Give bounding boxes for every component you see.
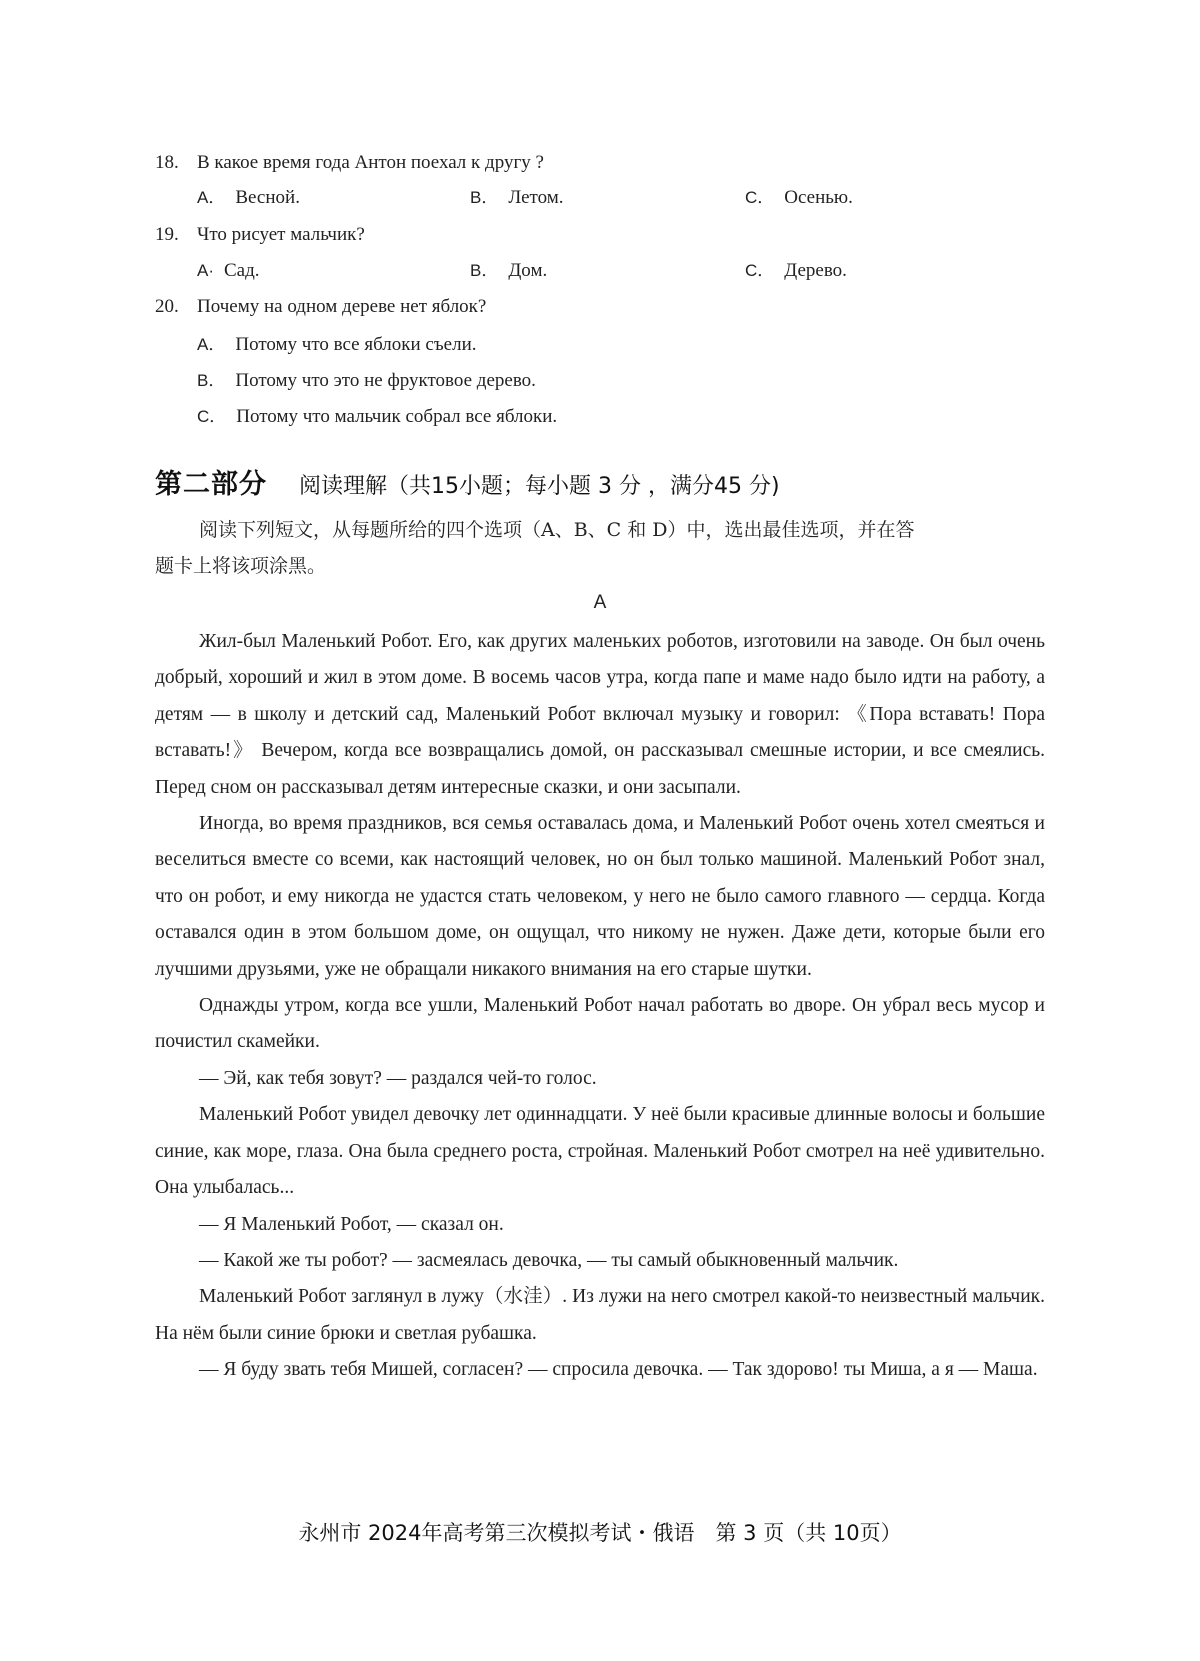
passage-paragraph: Жил-был Маленький Робот. Его, как других маленьких роботов, изготовили на заводе. Он был очень добрый, хороший и жил в этом доме. В восемь часов утра, когда папе и маме надо было идти на работу, а детям — в школу и детский сад, Маленький Робот включал музыку и говорил: 《Пора вставать! Пора вставать!》 Вечером, когда все возвращались домой, он рассказывал смешные истории, и все смеялись. Перед сном он рассказывал детям интересные сказки, и они засыпали. bbox=[155, 631, 1045, 798]
question-text: Что рисует мальчик? bbox=[197, 224, 365, 245]
option-text: Летом. bbox=[508, 187, 564, 208]
passage-paragraph: — Я буду звать тебя Мишей, согласен? — спросила девочка. — Так здорово! ты Миша, а я — Маша. bbox=[199, 1359, 1038, 1381]
instruction-line-2: 题卡上将该项涂黑。 bbox=[155, 555, 327, 577]
question-18 bbox=[155, 150, 544, 176]
question-number: 18. bbox=[155, 152, 179, 173]
option-c bbox=[745, 258, 847, 284]
option-text: Осенью. bbox=[784, 187, 853, 208]
passage-paragraph: Иногда, во время праздников, вся семья оставалась дома, и Маленький Робот очень хотел смеяться и веселиться вместе со всеми, как настоящий человек, но он был только машиной. Маленький Робот знал, что он робот, и ему никогда не удастся стать человеком, у него не было самого главного — сердца. Когда оставался один в этом большом доме, он ощущал, что никому не нужен. Даже дети, которые были его лучшими друзьями, уже не обращали никакого внимания на его старые шутки. bbox=[155, 813, 1045, 980]
option-text: Сад. bbox=[224, 260, 260, 281]
passage-paragraph: — Эй, как тебя зовут? — раздался чей-то голос. bbox=[199, 1067, 597, 1089]
option-c bbox=[745, 185, 853, 211]
section-description: 阅读理解（共15小题；每小题 3 分 ，满分45 分) bbox=[299, 474, 780, 499]
passage-paragraph: Маленький Робот заглянул в лужу（水洼）. Из лужи на него смотрел какой-то неизвестный мальчик. На нём были синие брюки и светлая рубашка. bbox=[155, 1286, 1045, 1344]
passage-body bbox=[155, 624, 1045, 1389]
option-letter: A． bbox=[197, 335, 226, 354]
option-a bbox=[197, 185, 300, 211]
question-text: Почему на одном дереве нет яблок? bbox=[197, 296, 487, 317]
question-19 bbox=[155, 222, 365, 248]
option-letter: B． bbox=[470, 188, 499, 207]
section-part: 第二部分 bbox=[155, 469, 267, 500]
option-letter: A· bbox=[197, 261, 214, 280]
option-letter: C． bbox=[745, 261, 775, 280]
option-text: Весной. bbox=[235, 187, 300, 208]
option-text: Потому что все яблоки съели. bbox=[235, 334, 477, 355]
option-letter: B． bbox=[197, 371, 226, 390]
option-b bbox=[197, 368, 536, 394]
page-footer: 永州市 2024年高考第三次模拟考试・俄语 第 3 页（共 10页） bbox=[298, 1521, 902, 1545]
question-text: В какое время года Антон поехал к другу ? bbox=[197, 152, 544, 173]
question-number: 20. bbox=[155, 296, 179, 317]
option-text: Потому что это не фруктовое дерево. bbox=[235, 370, 536, 391]
option-letter: C． bbox=[745, 188, 775, 207]
option-text: Дом. bbox=[508, 260, 548, 281]
passage-paragraph: — Я Маленький Робот, — сказал он. bbox=[199, 1213, 504, 1235]
passage-paragraph: — Какой же ты робот? — засмеялась девочка, — ты самый обыкновенный мальчик. bbox=[199, 1249, 899, 1271]
instructions bbox=[155, 512, 1045, 584]
option-a bbox=[197, 258, 260, 284]
question-number: 19. bbox=[155, 224, 179, 245]
passage-paragraph: Однажды утром, когда все ушли, Маленький Робот начал работать во дворе. Он убрал весь мусор и почистил скамейки. bbox=[155, 995, 1045, 1053]
option-letter: B． bbox=[470, 261, 499, 280]
option-text: Потому что мальчик собрал все яблоки. bbox=[236, 406, 558, 427]
option-text: Дерево. bbox=[784, 260, 847, 281]
option-c bbox=[197, 404, 557, 430]
passage-paragraph: Маленький Робот увидел девочку лет одиннадцати. У неё были красивые длинные волосы и большие синие, как море, глаза. Она была среднего роста, стройная. Маленький Робот смотрел на неё удивительно. Она улыбалась... bbox=[155, 1104, 1045, 1199]
option-b bbox=[470, 258, 547, 284]
option-letter: A． bbox=[197, 188, 226, 207]
option-letter: C． bbox=[197, 407, 227, 426]
instruction-line-1: 阅读下列短文，从每题所给的四个选项（A、B、C 和 D）中，选出最佳选项，并在答 bbox=[199, 519, 915, 541]
question-20 bbox=[155, 294, 486, 320]
option-a bbox=[197, 332, 477, 358]
passage-label: A bbox=[593, 592, 607, 613]
option-b bbox=[470, 185, 564, 211]
section-heading bbox=[155, 462, 780, 501]
